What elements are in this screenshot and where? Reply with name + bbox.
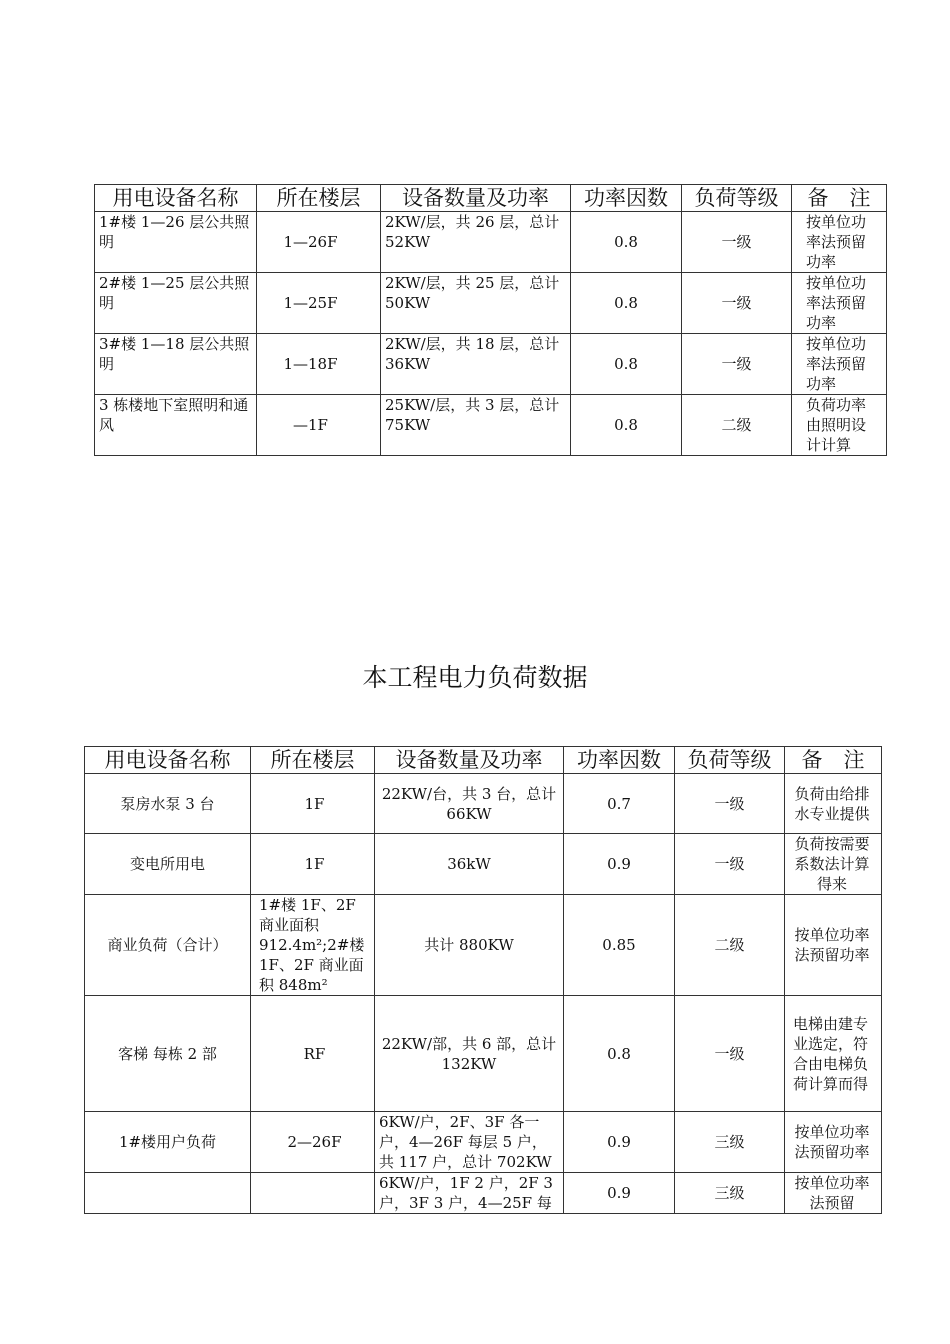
header-floor: 所在楼层	[257, 185, 381, 212]
header-remarks: 备 注	[792, 185, 887, 212]
cell-quantity-power: 25KW/层，共 3 层，总计 75KW	[381, 395, 571, 456]
cell-equipment-name: 3 栋楼地下室照明和通风	[95, 395, 257, 456]
cell-quantity-power: 22KW/台，共 3 台，总计 66KW	[375, 774, 564, 834]
cell-floor: 1—18F	[257, 334, 381, 395]
cell-power-factor: 0.8	[571, 273, 682, 334]
cell-load-grade: 二级	[675, 895, 785, 996]
cell-floor: 1—25F	[257, 273, 381, 334]
header-equipment-name: 用电设备名称	[85, 747, 251, 774]
cell-remarks: 按单位功率法预留功率	[785, 1112, 882, 1173]
cell-remarks: 负荷按需要系数法计算得来	[785, 834, 882, 895]
cell-quantity-power: 2KW/层，共 26 层，总计 52KW	[381, 212, 571, 273]
cell-quantity-power: 共计 880KW	[375, 895, 564, 996]
table-row	[85, 1173, 882, 1214]
cell-quantity-power: 36kW	[375, 834, 564, 895]
cell-remarks: 负荷由给排水专业提供	[785, 774, 882, 834]
cell-equipment-name: 商业负荷（合计）	[85, 895, 251, 996]
header-remarks: 备 注	[785, 747, 882, 774]
cell-floor	[251, 1173, 375, 1214]
cell-power-factor: 0.7	[564, 774, 675, 834]
cell-floor: RF	[251, 996, 375, 1112]
table-row	[85, 774, 882, 834]
cell-power-factor: 0.9	[564, 1112, 675, 1173]
cell-quantity-power: 2KW/层，共 25 层，总计 50KW	[381, 273, 571, 334]
load-table-1	[94, 184, 887, 456]
header-quantity-power: 设备数量及功率	[375, 747, 564, 774]
header-quantity-power: 设备数量及功率	[381, 185, 571, 212]
table-row	[85, 834, 882, 895]
header-load-grade: 负荷等级	[682, 185, 792, 212]
table-row	[85, 1112, 882, 1173]
table-row	[95, 273, 887, 334]
header-floor: 所在楼层	[251, 747, 375, 774]
table-header-row	[95, 185, 887, 212]
table-row	[85, 895, 882, 996]
cell-remarks: 电梯由建专业选定，符合由电梯负荷计算而得	[785, 996, 882, 1112]
cell-remarks: 按单位功率法预留功率	[792, 334, 887, 395]
cell-floor: 1—26F	[257, 212, 381, 273]
cell-remarks: 按单位功率法预留功率	[792, 212, 887, 273]
cell-equipment-name: 客梯 每栋 2 部	[85, 996, 251, 1112]
cell-floor: 1F	[251, 774, 375, 834]
cell-equipment-name: 1#楼 1—26 层公共照明	[95, 212, 257, 273]
cell-load-grade: 一级	[682, 273, 792, 334]
cell-equipment-name: 3#楼 1—18 层公共照明	[95, 334, 257, 395]
cell-load-grade: 二级	[682, 395, 792, 456]
cell-power-factor: 0.9	[564, 1173, 675, 1214]
cell-power-factor: 0.8	[571, 212, 682, 273]
cell-power-factor: 0.8	[564, 996, 675, 1112]
cell-floor: 2—26F	[251, 1112, 375, 1173]
cell-equipment-name: 1#楼用户负荷	[85, 1112, 251, 1173]
cell-equipment-name: 2#楼 1—25 层公共照明	[95, 273, 257, 334]
table-row	[85, 996, 882, 1112]
cell-load-grade: 三级	[675, 1173, 785, 1214]
section-title: 本工程电力负荷数据	[362, 663, 588, 692]
header-power-factor: 功率因数	[571, 185, 682, 212]
cell-remarks: 按单位功率法预留功率	[785, 895, 882, 996]
cell-floor: 1F	[251, 834, 375, 895]
cell-power-factor: 0.8	[571, 334, 682, 395]
cell-load-grade: 一级	[675, 774, 785, 834]
header-load-grade: 负荷等级	[675, 747, 785, 774]
cell-load-grade: 一级	[675, 996, 785, 1112]
load-table-2	[84, 746, 882, 1214]
table-header-row	[85, 747, 882, 774]
cell-remarks: 按单位功率法预留功率	[792, 273, 887, 334]
cell-equipment-name: 泵房水泵 3 台	[85, 774, 251, 834]
cell-remarks: 负荷功率由照明设计计算	[792, 395, 887, 456]
cell-load-grade: 三级	[675, 1112, 785, 1173]
cell-load-grade: 一级	[682, 212, 792, 273]
cell-floor: 1#楼 1F、2F 商业面积 912.4m²;2#楼 1F、2F 商业面积 848m²	[251, 895, 375, 996]
table-row	[95, 395, 887, 456]
header-equipment-name: 用电设备名称	[95, 185, 257, 212]
cell-quantity-power: 2KW/层，共 18 层，总计 36KW	[381, 334, 571, 395]
cell-power-factor: 0.85	[564, 895, 675, 996]
header-power-factor: 功率因数	[564, 747, 675, 774]
cell-load-grade: 一级	[682, 334, 792, 395]
cell-quantity-power: 6KW/户，1F 2 户，2F 3 户，3F 3 户，4—25F 每	[375, 1173, 564, 1214]
cell-floor: —1F	[257, 395, 381, 456]
cell-quantity-power: 22KW/部，共 6 部，总计 132KW	[375, 996, 564, 1112]
cell-remarks: 按单位功率法预留	[785, 1173, 882, 1214]
table-row	[95, 334, 887, 395]
cell-equipment-name	[85, 1173, 251, 1214]
table-row	[95, 212, 887, 273]
cell-quantity-power: 6KW/户，2F、3F 各一户，4—26F 每层 5 户，共 117 户，总计 702KW	[375, 1112, 564, 1173]
cell-power-factor: 0.9	[564, 834, 675, 895]
cell-equipment-name: 变电所用电	[85, 834, 251, 895]
cell-load-grade: 一级	[675, 834, 785, 895]
cell-power-factor: 0.8	[571, 395, 682, 456]
